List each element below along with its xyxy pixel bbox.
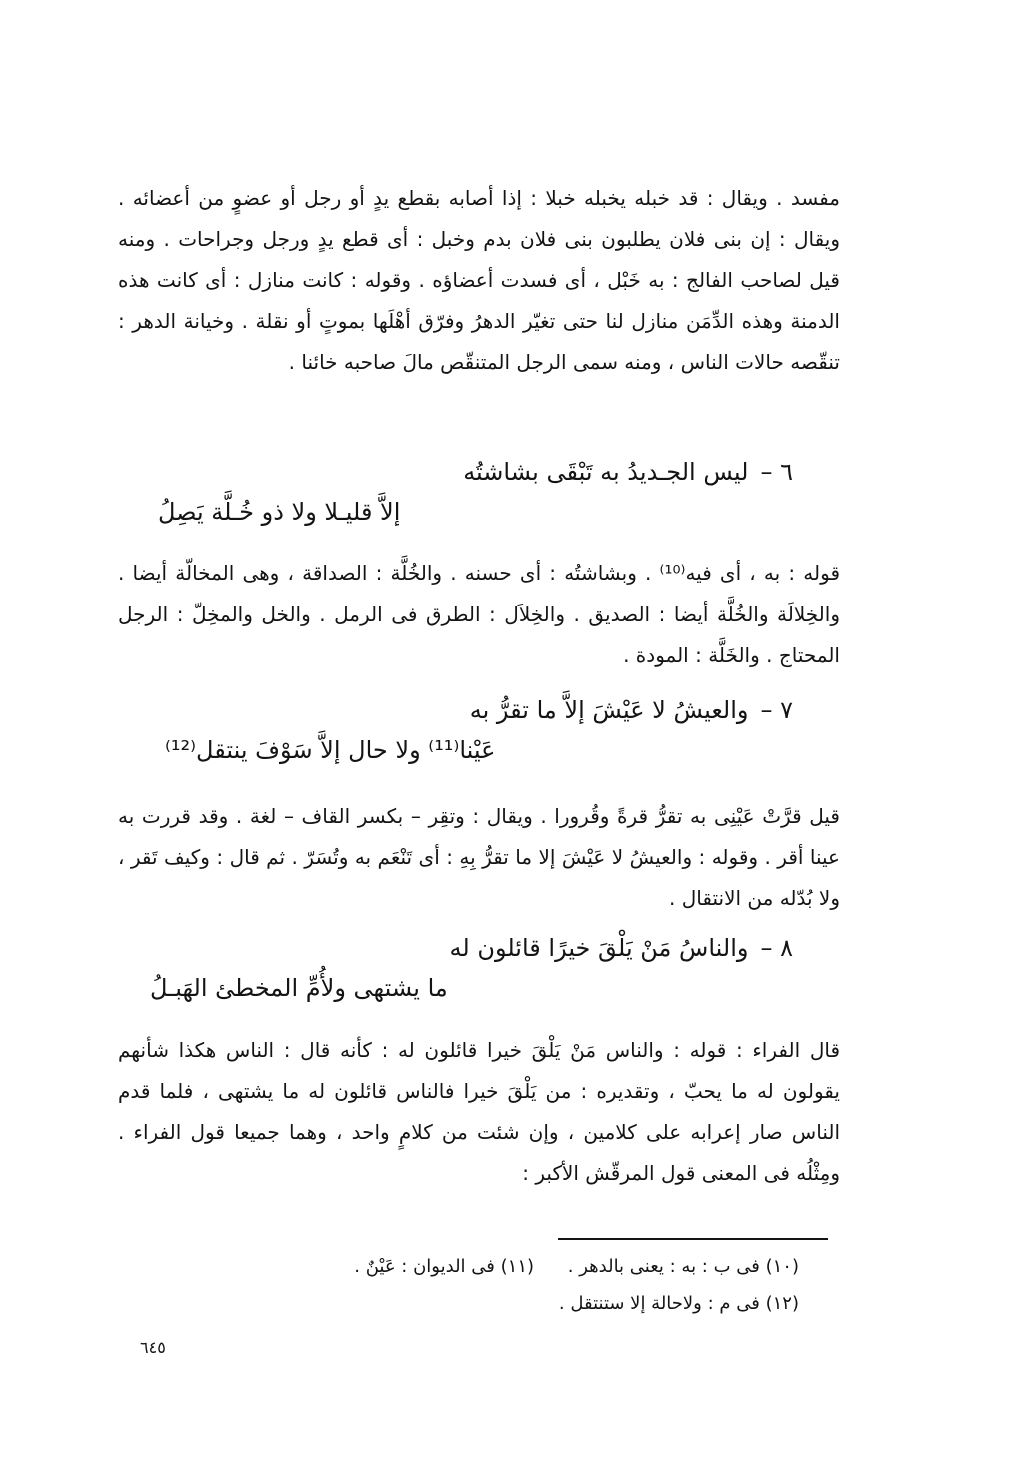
footnotes-line-2 [559,1287,799,1321]
verse-8-first-hemistich [450,928,793,968]
footnote-12-text: فى م : ولاحالة إلا ستنتقل . [558,1293,760,1314]
hemistich-text: والناسُ مَنْ يَلْقَ خيرًا قائلون له [449,934,749,962]
footnote-11-marker: (١١) [500,1256,535,1277]
verse-number: ٧ – [760,696,793,724]
footnote-separator [558,1238,828,1240]
footnote-11-text: فى الديوان : عَيْنٌ . [354,1256,495,1277]
commentary-verse-6: قوله : به ، أى فيه⁽¹⁰⁾ . وبشاشتُه : أى حسنه . والخُلَّة : الصداقة ، وهى المخالّة أيضا . والخِلالَة والخُلَّة أيضا : الصديق . والخِلاَل : الطرق فى الرمل . والخل والمخِلّ : الرجل المحتاج . والخَلَّة : المودة . [118,561,841,667]
footnote-10-text: فى ب : به : يعنى بالدهر . [567,1256,760,1277]
page-number: ٦٤٥ [140,1338,166,1357]
footnote-12-marker: (١٢) [765,1293,799,1314]
commentary-verse-7: قيل قرَّتْ عَيْنِى به تقرُّ قرةً وقُرورا . ويقال : وتقِر – بكسر القاف – لغة . وقد قررت به عينا أقر . وقوله : والعيشُ لا عَيْشَ إلا ما تقرُّ بِهِ : أى تَنْعَم به وتُسَرّ . ثم قال : وكيف تَقر ، ولا بُدّله من الانتقال . [118,804,840,910]
verse-number: ٨ – [760,934,793,962]
hemistich-text: والعيشُ لا عَيْشَ إلاَّ ما تقرُّ به [469,696,749,724]
verse-6-second-hemistich: إلاَّ قليـلا ولا ذو خُـلَّة يَصِلُ [158,498,401,526]
hemistich-text: ليس الجـديدُ به تَبْقَى بشاشتُه [463,458,749,486]
intro-paragraph: مفسد . ويقال : قد خبله يخبله خبلا : إذا أصابه بقطع يدٍ أو رجل أو عضوٍ من أعضائه . ويقال : إن بنى فلان يطلبون بنى فلان بدم وخبل : أى قطع يدٍ ورجل وجراحات . ومنه قيل لصاحب الفالج : به خَبْل ، أى فسدت أعضاؤه . وقوله : كانت منازل : أى كانت هذه الدمنة وهذه الدِّمَن منازل لنا حتى تغيّر الدهرُ وفرّق أهْلَها بموتٍ أو نقلة . وخيانة الدهر : تنقّصه حالات الناس ، ومنه سمى الرجل المتنقّص مالَ صاحبه خائنا . [118,186,840,374]
verse-number: ٦ – [760,458,793,486]
verse-6-first-hemistich [463,452,793,492]
footnotes-line-1 [354,1250,799,1284]
verse-7-first-hemistich [470,690,793,730]
footnote-10-marker: (١٠) [765,1256,799,1277]
commentary-verse-8: قال الفراء : قوله : والناس مَنْ يَلْقَ خيرا قائلون له : كأنه قال : الناس هكذا شأنهم يقولون له ما يحبّ ، وتقديره : من يَلْقَ خيرا فالناس قائلون له ما يشتهى ، فلما قدم الناس صار إعرابه على كلامين ، وإن شئت من كلامٍ واحد ، وهما جميعا قول الفراء . ومِثْلُه فى المعنى قول المرقّش الأكبر : [118,1038,840,1185]
verse-7-second-hemistich: عَيْنا⁽¹¹⁾ ولا حال إلاَّ سَوْفَ ينتقل⁽¹²⁾ [165,736,496,764]
verse-8-second-hemistich: ما يشتهى ولأُمِّ المخطئ الهَبـلُ [150,974,448,1002]
